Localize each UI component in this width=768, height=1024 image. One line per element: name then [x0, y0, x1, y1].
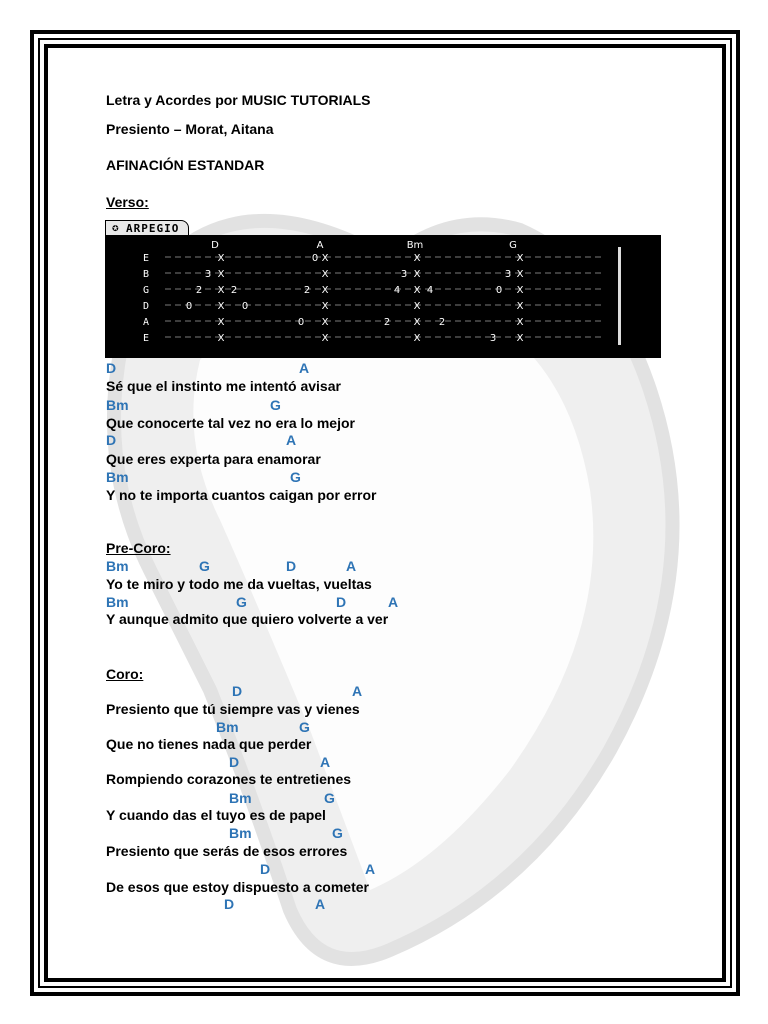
chord: G	[299, 719, 310, 735]
tablature	[105, 235, 661, 358]
lyric-line: Y aunque admito que quiero volverte a ver	[106, 611, 389, 627]
chord: G	[290, 469, 301, 485]
chord: D	[286, 558, 297, 574]
tab-note: 4	[393, 285, 401, 296]
tab-note: X	[321, 301, 329, 312]
credit-line: Letra y Acordes por MUSIC TUTORIALS	[106, 92, 371, 108]
lyric-line: Yo te miro y todo me da vueltas, vueltas	[106, 576, 372, 592]
chord: A	[299, 360, 310, 376]
chord: A	[315, 896, 326, 912]
tab-note: X	[217, 333, 225, 344]
chord: G	[236, 594, 247, 610]
tab-note: X	[516, 333, 524, 344]
tab-note: X	[516, 301, 524, 312]
string-label-g: G	[142, 285, 150, 296]
tab-notes	[186, 253, 524, 344]
tab-note: X	[217, 285, 225, 296]
chord: Bm	[106, 558, 129, 574]
chord: D	[229, 754, 240, 770]
tab-chord-d: D	[211, 240, 219, 251]
arpegio-label: ARPEGIO	[126, 222, 180, 235]
chord: D	[224, 896, 235, 912]
tab-note: 2	[383, 317, 391, 328]
tab-note: 3	[489, 333, 497, 344]
tab-note: 2	[438, 317, 446, 328]
chord: Bm	[106, 397, 129, 413]
chord: Bm	[106, 469, 129, 485]
lyric-line: De esos que estoy dispuesto a cometer	[106, 879, 369, 895]
tab-note: X	[516, 285, 524, 296]
tab-note: X	[516, 253, 524, 264]
tab-chord-a: A	[316, 240, 324, 251]
section-verso: Verso:	[106, 194, 149, 210]
chord: D	[336, 594, 347, 610]
string-label-a: A	[142, 317, 150, 328]
tab-note: 0	[185, 301, 193, 312]
chord: G	[324, 790, 335, 806]
chord: D	[232, 683, 243, 699]
tab-note: X	[413, 285, 421, 296]
tab-note: X	[413, 253, 421, 264]
lyric-line: Presiento que serás de esos errores	[106, 843, 348, 859]
chord: G	[332, 825, 343, 841]
lyric-line: Que eres experta para enamorar	[106, 451, 321, 467]
arpegio-tag	[105, 220, 189, 236]
tab-note: X	[217, 301, 225, 312]
string-label-b: B	[142, 269, 150, 280]
song-title: Presiento – Morat, Aitana	[106, 121, 274, 137]
chord: Bm	[216, 719, 239, 735]
tab-note: 0	[495, 285, 503, 296]
tab-note: 2	[195, 285, 203, 296]
chord: D	[106, 360, 117, 376]
tab-note: X	[516, 317, 524, 328]
chord: G	[199, 558, 210, 574]
string-label-d: D	[142, 301, 150, 312]
chord: Bm	[106, 594, 129, 610]
chord: A	[286, 432, 297, 448]
tab-note: X	[321, 317, 329, 328]
chord: G	[270, 397, 281, 413]
tab-note: X	[516, 269, 524, 280]
lyric-line: Sé que el instinto me intentó avisar	[106, 378, 341, 394]
chord: D	[106, 432, 117, 448]
string-label-e1: E	[142, 253, 150, 264]
tab-note: X	[413, 269, 421, 280]
lyric-line: Presiento que tú siempre vas y vienes	[106, 701, 360, 717]
chord: A	[365, 861, 376, 877]
tab-note: X	[413, 333, 421, 344]
string-label-e6: E	[142, 333, 150, 344]
chord: A	[352, 683, 363, 699]
swirl-icon: ✪	[112, 221, 120, 234]
chord: D	[260, 861, 271, 877]
tab-note: 3	[504, 269, 512, 280]
tab-note: X	[321, 333, 329, 344]
tab-note: X	[321, 269, 329, 280]
tab-chord-bm: Bm	[406, 240, 424, 251]
section-coro: Coro:	[106, 666, 144, 682]
chord: Bm	[229, 825, 252, 841]
tab-chord-g: G	[509, 240, 517, 251]
section-precoro: Pre-Coro:	[106, 540, 171, 556]
chord: A	[388, 594, 399, 610]
tab-note: 4	[426, 285, 434, 296]
lyric-line: Y no te importa cuantos caigan por error	[106, 487, 377, 503]
tab-note: 0	[297, 317, 305, 328]
tab-note: X	[321, 285, 329, 296]
lyric-line: Que conocerte tal vez no era lo mejor	[106, 415, 355, 431]
tab-note: X	[321, 253, 329, 264]
tab-note: 0	[241, 301, 249, 312]
tab-note: 0	[311, 253, 319, 264]
tab-note: X	[217, 317, 225, 328]
tab-note: X	[217, 253, 225, 264]
lyric-line: Y cuando das el tuyo es de papel	[106, 807, 326, 823]
chord: Bm	[229, 790, 252, 806]
tab-note: 2	[303, 285, 311, 296]
tab-note: X	[413, 317, 421, 328]
tab-note: X	[413, 301, 421, 312]
tab-note: 3	[204, 269, 212, 280]
tab-note: 3	[400, 269, 408, 280]
chord: A	[320, 754, 331, 770]
tab-note: X	[217, 269, 225, 280]
lyric-line: Rompiendo corazones te entretienes	[106, 771, 352, 787]
chord: A	[346, 558, 357, 574]
tuning-label: AFINACIÓN ESTANDAR	[106, 157, 265, 173]
lyric-line: Que no tienes nada que perder	[106, 736, 312, 752]
tab-note: 2	[230, 285, 238, 296]
